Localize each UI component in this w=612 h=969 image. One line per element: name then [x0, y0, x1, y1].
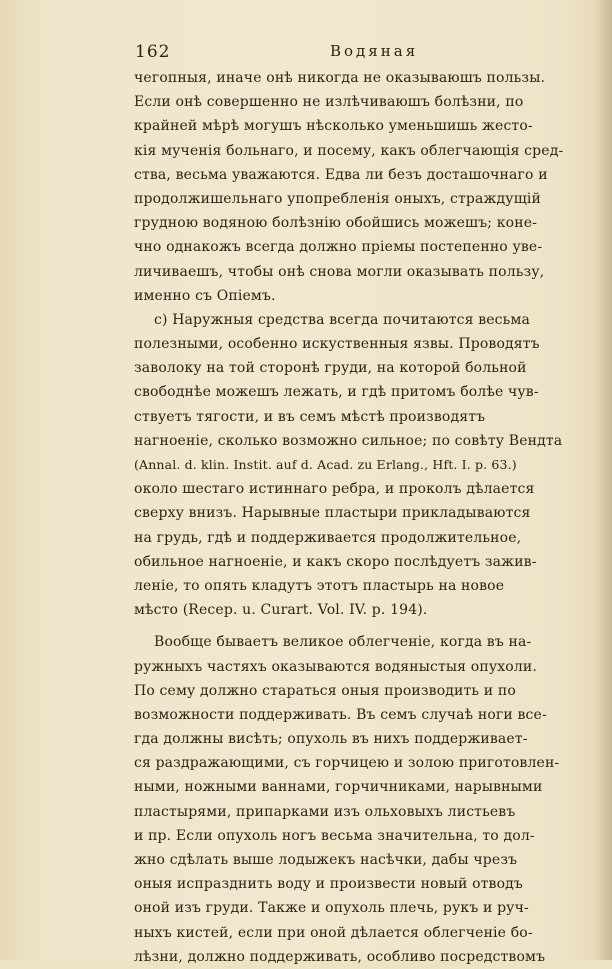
text-line: с) Наружныя средства всегда почитаются весьма — [154, 311, 530, 328]
text-line: сверху внизъ. Нарывные пластыри прикладываются — [134, 505, 531, 522]
text-line: По сему должно стараться оныя производить и по — [134, 682, 516, 699]
text-line: грудною водяною болѣзнію обойшись можешъ; коне- — [134, 215, 538, 232]
text-line: леніе, то опять кладутъ этотъ пластырь на новое — [134, 577, 505, 594]
text-line: (Annal. d. klin. Instit. auf d. Acad. zu Erlang., Hft. I. p. 63.) — [134, 457, 517, 472]
text-line: обильное нагноеніе, и какъ скоро послѣдуетъ зажив- — [134, 553, 537, 570]
text-line: ся раздражающими, съ горчицею и золою приготовлен- — [134, 755, 560, 772]
running-title: Водяная — [330, 42, 419, 60]
text-line: мѣсто (Recep. u. Curart. Vol. IV. p. 194). — [134, 602, 428, 619]
text-line: около шестаго истиннаго ребра, и проколъ дѣлается — [134, 481, 535, 498]
text-line: ствуетъ тягости, и въ семъ мѣстѣ производятъ — [134, 408, 486, 425]
text-line: Вообще бываетъ великое облегченіе, когда въ на- — [154, 634, 532, 651]
paragraph-gap — [134, 622, 584, 630]
text-line: личиваешъ, чтобы онѣ снова могли оказывать пользу, — [134, 263, 545, 280]
text-line: Если онѣ совершенно не излѣчиваюшъ болѣзни, по — [134, 94, 524, 111]
text-line: продолжишельнаго упопребленія оныхъ, страждущій — [134, 190, 541, 207]
text-line: оныя испразднить воду и произвести новый отводъ — [134, 876, 523, 893]
text-line: чно однакожъ всегда должно пріемы постепенно уве- — [134, 239, 543, 256]
text-line: нагноеніе, сколько возможно сильное; по совѣту Вендта — [134, 432, 563, 449]
text-line: ства, весьма уважаются. Едва ли безъ досташочнаго и — [134, 166, 548, 183]
page-spine-shadow — [594, 0, 612, 960]
text-line: кія мученія больнаго, и посему, какъ облегчающія сред- — [134, 142, 564, 159]
text-line: и пр. Если опухоль ногъ весьма значительна, то дол- — [134, 827, 535, 844]
text-line: заволоку на той сторонѣ груди, на которой больной — [134, 360, 527, 377]
text-line: именно съ Опіемъ. — [134, 287, 276, 304]
body-text — [134, 66, 584, 969]
text-line: пластырями, припарками изъ ольховыхъ листьевъ — [134, 803, 516, 820]
text-line: ными, ножными ваннами, горчичниками, нарывными — [134, 779, 543, 796]
text-line: ныхъ кистей, если при оной дѣлается облегченіе бо- — [134, 924, 533, 941]
text-line: гда должны висѣть; опухоль въ нихъ поддерживает- — [134, 731, 528, 748]
text-line: на грудь, гдѣ и поддерживается продолжительное, — [134, 529, 522, 546]
page-number: 162 — [135, 42, 171, 62]
text-line: жно сдѣлать выше лодыжекъ насѣчки, дабы чрезъ — [134, 852, 518, 868]
text-line: свободнѣе можешъ лежать, и гдѣ притомъ болѣе чув- — [134, 384, 539, 401]
text-line: оной изъ груди. Также и опухоль плечь, рукъ и руч- — [134, 900, 529, 917]
text-line: полезными, особенно искуственныя язвы. Проводятъ — [134, 336, 540, 353]
text-line: крайней мѣрѣ могушъ нѣсколько уменьшишь жесто- — [134, 118, 533, 135]
text-line: возможности поддерживать. Въ семъ случаѣ ноги все- — [134, 706, 547, 723]
page-header — [135, 42, 580, 64]
text-line: лѣзни, должно поддерживать, особливо посредствомъ — [134, 948, 546, 965]
text-line: чегопныя, иначе онѣ никогда не оказываюшъ пользы. — [134, 70, 546, 86]
text-line: ружныхъ частяхъ оказываются водяныстыя опухоли. — [134, 658, 537, 675]
